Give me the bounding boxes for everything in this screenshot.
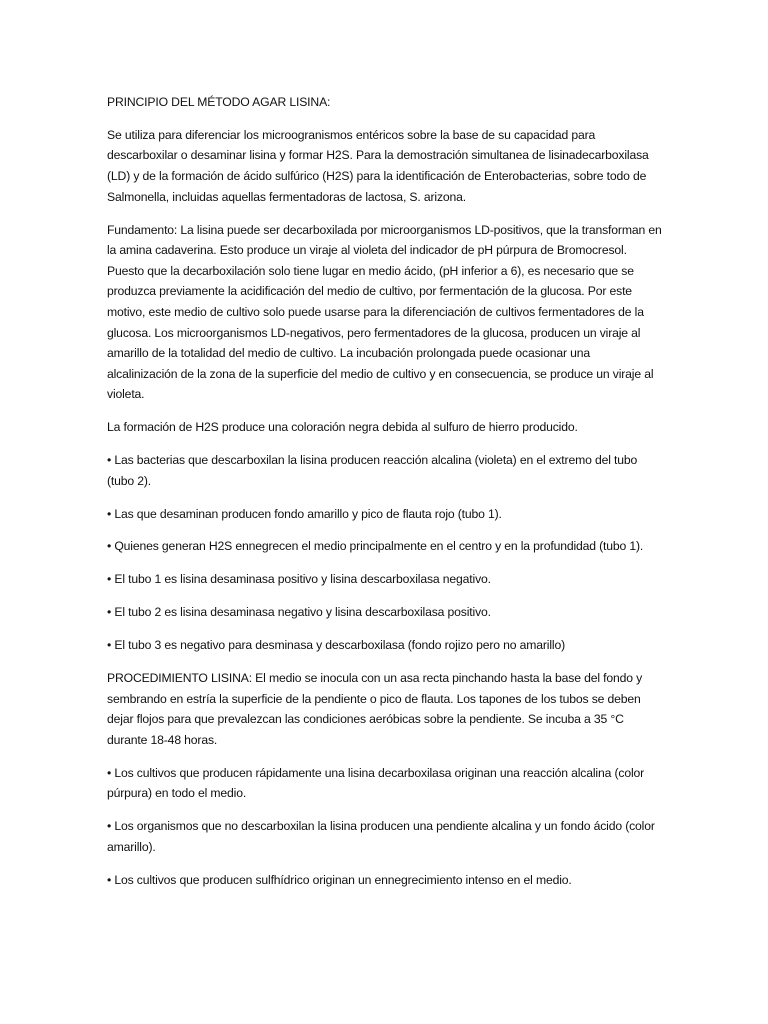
bullet-item: • El tubo 2 es lisina desaminasa negativo y lisina descarboxilasa positivo.	[107, 605, 491, 620]
bullet-item: • El tubo 3 es negativo para desminasa y descarboxilasa (fondo rojizo pero no amarillo)	[107, 638, 565, 653]
result-bullet-item: • Los cultivos que producen sulfhídrico originan un ennegrecimiento intenso en el medio.	[107, 872, 572, 887]
result-bullet-item: • Los cultivos que producen rápidamente una lisina decarboxilasa originan una reacción alcalina (color púrpura) en todo el medio.	[107, 765, 645, 801]
result-bullet-item: • Los organismos que no descarboxilan la lisina producen una pendiente alcalina y un fondo ácido (color amarillo).	[107, 819, 655, 854]
fundamento-paragraph: Fundamento: La lisina puede ser decarboxilada por microorganismos LD-positivos, que la transforman en la amina cadaverina. Esto produce un viraje al violeta del indicador de pH púrpura de Bromocresol. Puesto que la decarboxilación solo tiene lugar en medio ácido, (pH inferior a 6), es necesario que se produzca previamente la acidificación del medio de cultivo, por fermentación de la glucosa. Por este motivo, este medio de cultivo solo puede usarse para la diferenciación de cultivos fermentadores de la glucosa. Los microorganismos LD-negativos, pero fermentadores de la glucosa, producen un viraje al amarillo de la totalidad del medio de cultivo. La incubación prolongada puede ocasionar una alcalinización de la zona de la superficie del medio de cultivo y en consecuencia, se produce un viraje al violeta.	[107, 222, 662, 402]
bullet-item: • Las bacterias que descarboxilan la lisina producen reacción alcalina (violeta) en el extremo del tubo (tubo 2).	[107, 453, 638, 488]
procedimiento-paragraph: PROCEDIMIENTO LISINA: El medio se inocula con un asa recta pinchando hasta la base del fondo y sembrando en estría la superficie de la pendiente o pico de flauta. Los tapones de los tubos se deben dejar flojos para que prevalezcan las condiciones aeróbicas sobre la pendiente. Se incuba a 35 °C durante 18-48 horas.	[107, 671, 643, 747]
bullet-item: • El tubo 1 es lisina desaminasa positivo y lisina descarboxilasa negativo.	[107, 572, 491, 587]
bullet-item: • Quienes generan H2S ennegrecen el medio principalmente en el centro y en la profundidad (tubo 1).	[107, 539, 644, 554]
document-heading: PRINCIPIO DEL MÉTODO AGAR LISINA:	[107, 95, 331, 109]
intro-paragraph: Se utiliza para diferenciar los microogranismos entéricos sobre la base de su capacidad para descarboxilar o desaminar lisina y formar H2S. Para la demostración simultanea de lisinadecarboxilasa (LD) y de la formación de ácido sulfúrico (H2S) para la identificación de Enterobacterias, sobre todo de Salmonella, incluidas aquellas fermentadoras de lactosa, S. arizona.	[107, 127, 649, 204]
h2s-paragraph: La formación de H2S produce una coloración negra debida al sulfuro de hierro producido.	[107, 420, 578, 435]
bullet-item: • Las que desaminan producen fondo amarillo y pico de flauta rojo (tubo 1).	[107, 506, 502, 521]
document-page	[107, 92, 663, 903]
